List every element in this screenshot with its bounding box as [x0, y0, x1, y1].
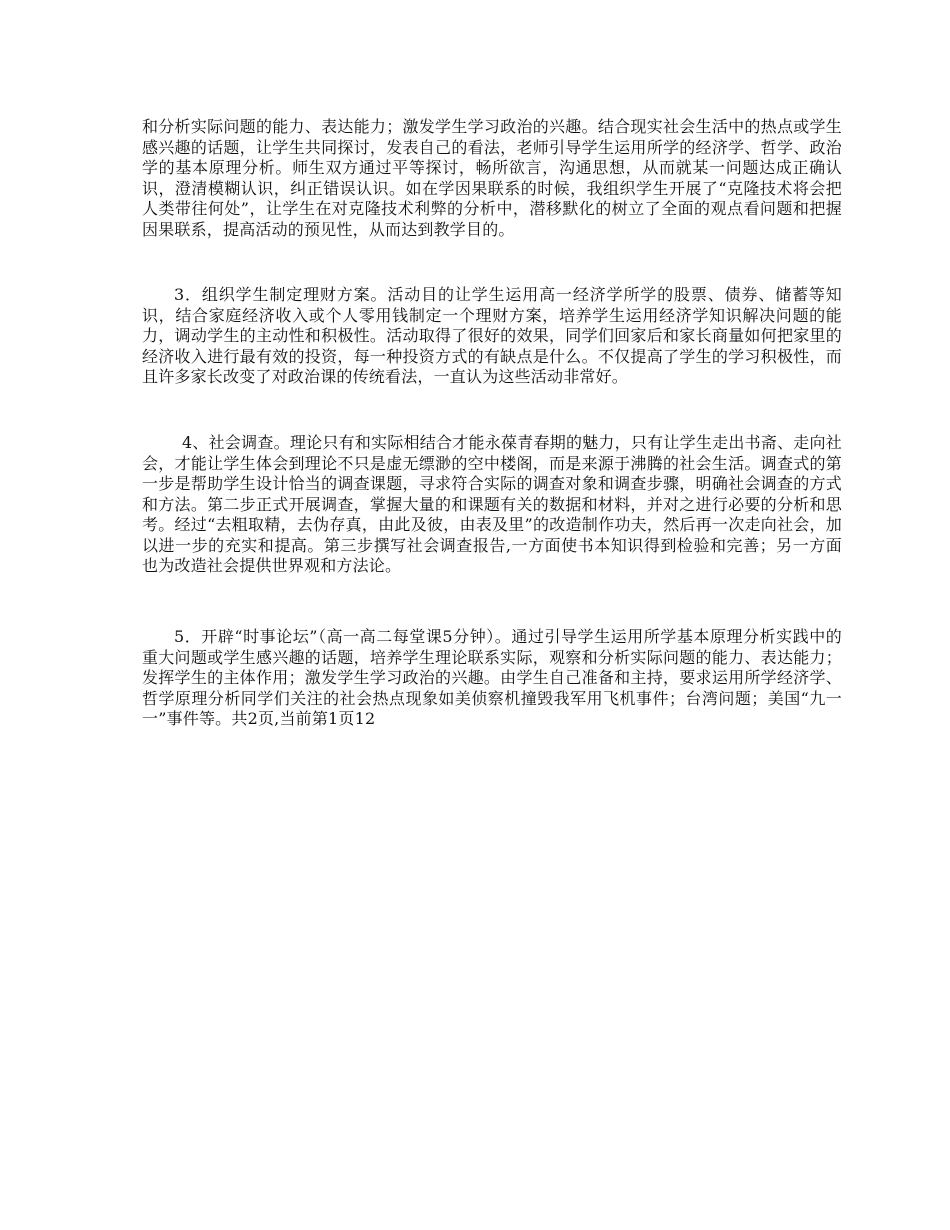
paragraph-financial-plan: 3．组织学生制定理财方案。活动目的让学生运用高一经济学所学的股票、债券、储蓄等知识，结合家庭经济收入或个人零用钱制定一个理财方案，培养学生运用经济学知识解决问题的能力，调动学生的主动性和积极性。活动取得了很好的效果，同学们回家后和家长商量如何把家里的经济收入进行最有效的投资，每一种投资方式的有缺点是什么。不仅提高了学生的学习积极性，而且许多家长改变了对政治课的传统看法，一直认为这些活动非常好。 [142, 285, 842, 386]
paragraph-social-survey: 4、社会调查。理论只有和实际相结合才能永葆青春期的魅力，只有让学生走出书斋、走向社会，才能让学生体会到理论不只是虚无缥渺的空中楼阁，而是来源于沸腾的社会生活。调查式的第一步是帮助学生设计恰当的调查课题，寻求符合实际的调查对象和调查步骤，明确社会调查的方式和方法。第二步正式开展调查，掌握大量的和课题有关的数据和材料，并对之进行必要的分析和思考。经过“去粗取精，去伪存真，由此及彼，由表及里”的改造制作功夫，然后再一次走向社会，加以进一步的充实和提高。第三步撰写社会调查报告,一方面使书本知识得到检验和完善；另一方面也为改造社会提供世界观和方法论。 [142, 433, 842, 575]
paragraph-current-affairs-forum: 5．开辟“时事论坛”（高一高二每堂课5分钟）。通过引导学生运用所学基本原理分析实践中的重大问题或学生感兴趣的话题，培养学生理论联系实际，观察和分析实际问题的能力、表达能力；发挥学生的主体作用；激发学生学习政治的兴趣。由学生自己准备和主持，要求运用所学经济学、哲学原理分析同学们关注的社会热点现象如美侦察机撞毁我军用飞机事件；台湾问题；美国“九一一”事件等。共2页,当前第1页12 [142, 627, 842, 728]
paragraph-classroom-discussion: 和分析实际问题的能力、表达能力；激发学生学习政治的兴趣。结合现实社会生活中的热点或学生感兴趣的话题，让学生共同探讨，发表自己的看法，老师引导学生运用所学的经济学、哲学、政治学的基本原理分析。师生双方通过平等探讨，畅所欲言，沟通思想，从而就某一问题达成正确认识，澄清模糊认识，纠正错误认识。如在学因果联系的时候，我组织学生开展了“克隆技术将会把人类带往何处”，让学生在对克隆技术利弊的分析中，潜移默化的树立了全面的观点看问题和把握因果联系，提高活动的预见性，从而达到教学目的。 [142, 117, 842, 239]
